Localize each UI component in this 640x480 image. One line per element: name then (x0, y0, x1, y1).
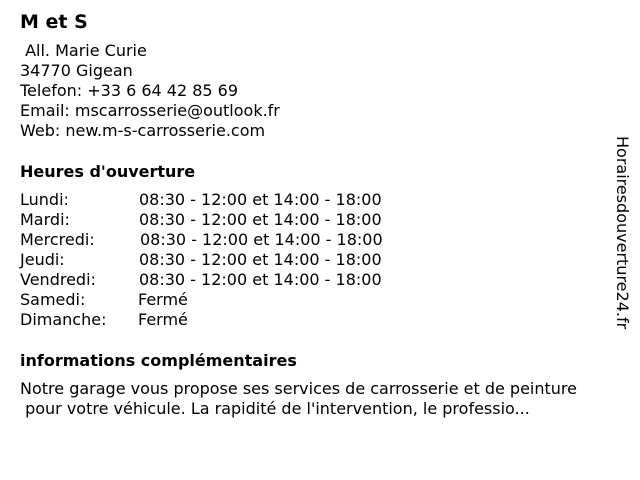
time-range: 08:30 - 12:00 et 14:00 - 18:00 (140, 230, 383, 249)
hours-row-sunday (20, 310, 620, 330)
hours-row-tuesday (20, 210, 620, 230)
city-postcode: 34770 Gigean (20, 61, 133, 80)
hours-row-saturday (20, 290, 620, 310)
day-label: Jeudi: (20, 250, 65, 269)
phone-number: Telefon: +33 6 64 42 85 69 (20, 81, 239, 100)
additional-info-title: informations complémentaires (20, 351, 297, 370)
time-range: Fermé (138, 310, 188, 329)
hours-row-friday (20, 270, 620, 290)
day-label: Mardi: (20, 210, 70, 229)
time-range: 08:30 - 12:00 et 14:00 - 18:00 (139, 250, 382, 269)
day-label: Vendredi: (20, 270, 96, 289)
hours-row-monday (20, 190, 620, 210)
business-card (20, 9, 620, 419)
time-range: 08:30 - 12:00 et 14:00 - 18:00 (139, 270, 382, 289)
street-address: All. Marie Curie (20, 41, 147, 60)
time-range: 08:30 - 12:00 et 14:00 - 18:00 (139, 210, 382, 229)
website: Web: new.m-s-carrosserie.com (20, 121, 266, 140)
opening-hours-list (20, 190, 620, 330)
day-label: Dimanche: (20, 310, 107, 329)
business-name: M et S (20, 11, 88, 33)
opening-hours-title: Heures d'ouverture (20, 162, 196, 181)
time-range: Fermé (138, 290, 188, 309)
email-address: Email: mscarrosserie@outlook.fr (20, 101, 280, 120)
time-range: 08:30 - 12:00 et 14:00 - 18:00 (139, 190, 382, 209)
brand-text: Horairesdouverture24.fr (613, 136, 632, 330)
day-label: Samedi: (20, 290, 86, 309)
day-label: Mercredi: (20, 230, 95, 249)
brand-watermark (612, 136, 632, 346)
day-label: Lundi: (20, 190, 69, 209)
description-line-2: pour votre véhicule. La rapidité de l'intervention, le professio... (20, 399, 530, 418)
hours-row-wednesday (20, 230, 620, 250)
description-line-1: Notre garage vous propose ses services de carrosserie et de peinture (20, 379, 577, 398)
hours-row-thursday (20, 250, 620, 270)
